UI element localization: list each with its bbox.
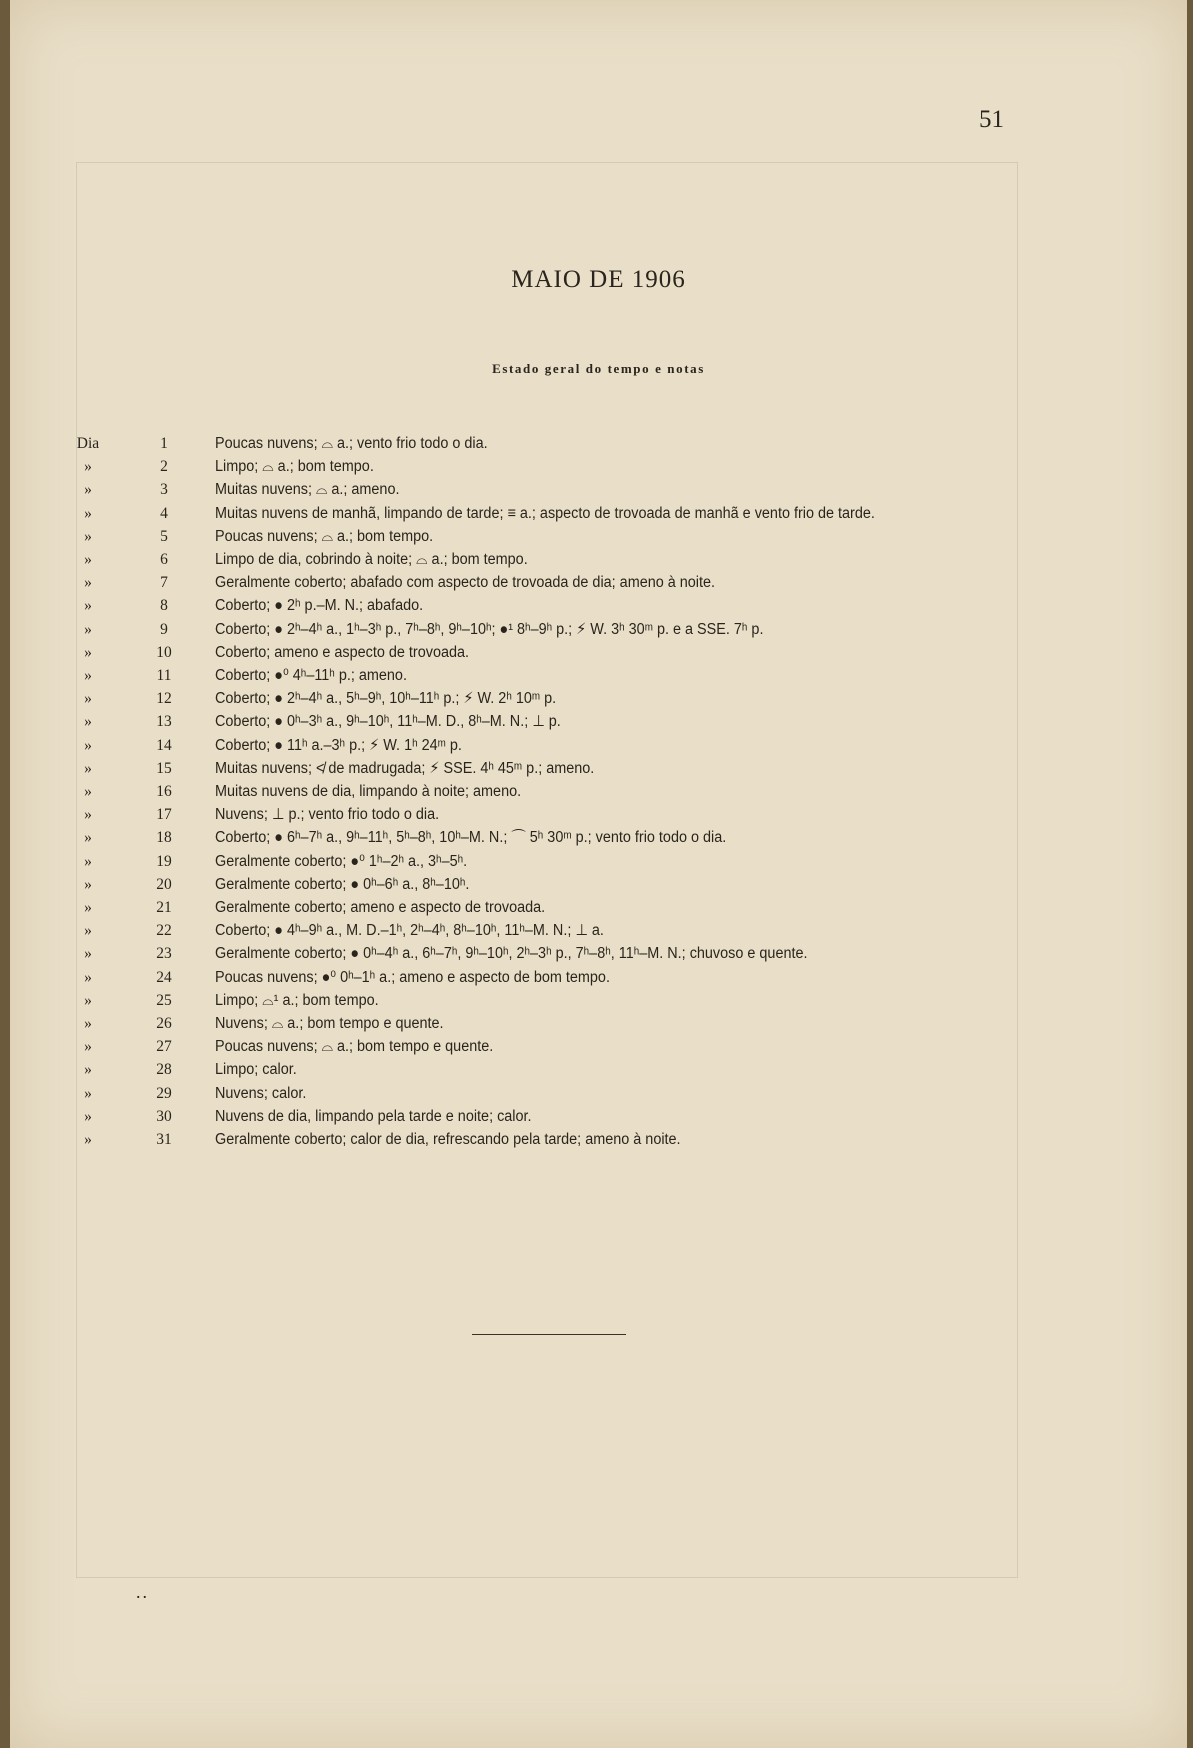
list-item xyxy=(10,641,1187,664)
list-item xyxy=(10,1012,1187,1035)
weather-note: Limpo; calor. xyxy=(215,1061,297,1079)
weather-note: Coberto; ●⁰ 4ʰ–11ʰ p.; ameno. xyxy=(215,667,407,684)
day-number: 29 xyxy=(156,1084,172,1102)
day-number: 2 xyxy=(160,458,168,476)
ditto-prefix: Dia xyxy=(76,435,100,452)
day-number: 27 xyxy=(156,1038,172,1056)
ditto-prefix: » xyxy=(84,597,92,615)
ditto-prefix: » xyxy=(84,806,92,824)
closing-rule xyxy=(472,1334,626,1335)
list-item xyxy=(10,873,1187,896)
ditto-prefix: » xyxy=(84,1038,92,1056)
list-item xyxy=(10,803,1187,826)
ditto-prefix: » xyxy=(84,458,92,476)
day-number: 22 xyxy=(156,922,172,940)
list-item xyxy=(10,432,1187,455)
ditto-prefix: » xyxy=(84,1107,92,1125)
day-number: 10 xyxy=(156,643,172,661)
day-number: 8 xyxy=(160,597,168,615)
weather-note: Coberto; ● 2ʰ–4ʰ a., 1ʰ–3ʰ p., 7ʰ–8ʰ, 9ʰ–10ʰ; ●¹ 8ʰ–9ʰ p.; ⚡ W. 3ʰ 30ᵐ p. e a SSE. 7ʰ p. xyxy=(215,620,764,638)
ditto-prefix: » xyxy=(84,620,92,638)
list-item xyxy=(10,664,1187,687)
ditto-prefix: » xyxy=(84,1061,92,1079)
ditto-prefix: » xyxy=(84,945,92,963)
list-item xyxy=(10,618,1187,641)
ditto-prefix: » xyxy=(84,875,92,893)
ditto-prefix: » xyxy=(84,667,92,684)
day-number: 17 xyxy=(156,806,172,824)
weather-note: Poucas nuvens; ⌓ a.; vento frio todo o dia. xyxy=(215,435,488,452)
list-item xyxy=(10,502,1187,525)
weather-note: Muitas nuvens; ≮ de madrugada; ⚡ SSE. 4ʰ 45ᵐ p.; ameno. xyxy=(215,759,595,777)
ditto-prefix: » xyxy=(84,1131,92,1148)
day-number: 9 xyxy=(160,620,168,638)
list-item xyxy=(10,478,1187,501)
weather-note: Coberto; ● 6ʰ–7ʰ a., 9ʰ–11ʰ, 5ʰ–8ʰ, 10ʰ–M. N.; ⌒ 5ʰ 30ᵐ p.; vento frio todo o dia. xyxy=(215,829,727,847)
list-item xyxy=(10,1058,1187,1081)
weather-note: Nuvens; ⊥ p.; vento frio todo o dia. xyxy=(215,806,440,824)
ditto-prefix: » xyxy=(84,1084,92,1102)
ditto-prefix: » xyxy=(84,551,92,568)
weather-note: Geralmente coberto; abafado com aspecto de trovoada de dia; ameno à noite. xyxy=(215,574,716,592)
weather-note: Limpo; ⌓ a.; bom tempo. xyxy=(215,458,374,476)
list-item xyxy=(10,710,1187,733)
section-subtitle: Estado geral do tempo e notas xyxy=(492,361,705,376)
list-item xyxy=(10,850,1187,873)
ditto-prefix: » xyxy=(84,736,92,754)
weather-note: Nuvens de dia, limpando pela tarde e noite; calor. xyxy=(215,1107,532,1125)
weather-note: Limpo; ⌓¹ a.; bom tempo. xyxy=(215,991,379,1009)
ditto-prefix: » xyxy=(84,527,92,545)
day-number: 11 xyxy=(156,667,172,684)
day-number: 26 xyxy=(156,1015,172,1032)
footer-dots: .. xyxy=(136,1582,149,1602)
ditto-prefix: » xyxy=(84,481,92,499)
page-number: 51 xyxy=(979,106,1004,133)
day-number: 30 xyxy=(156,1107,172,1125)
list-item xyxy=(10,734,1187,757)
weather-note: Muitas nuvens de manhã, limpando de tarde; ≡ a.; aspecto de trovoada de manhã e vento frio de tarde. xyxy=(215,504,875,522)
day-number: 18 xyxy=(156,829,172,847)
list-item xyxy=(10,571,1187,594)
day-number: 4 xyxy=(160,504,168,522)
list-item xyxy=(10,826,1187,849)
weather-note: Poucas nuvens; ⌓ a.; bom tempo. xyxy=(215,527,434,545)
ditto-prefix: » xyxy=(84,643,92,661)
document-page xyxy=(10,0,1187,1748)
list-item xyxy=(10,780,1187,803)
weather-note: Geralmente coberto; ● 0ʰ–6ʰ a., 8ʰ–10ʰ. xyxy=(215,875,470,893)
list-item xyxy=(10,594,1187,617)
day-number: 6 xyxy=(160,551,168,568)
weather-note: Nuvens; calor. xyxy=(215,1084,307,1102)
ditto-prefix: » xyxy=(84,783,92,800)
list-item xyxy=(10,942,1187,965)
ditto-prefix: » xyxy=(84,852,92,870)
weather-note: Coberto; ● 0ʰ–3ʰ a., 9ʰ–10ʰ, 11ʰ–M. D., 8ʰ–M. N.; ⊥ p. xyxy=(215,713,561,731)
weather-note: Coberto; ameno e aspecto de trovoada. xyxy=(215,643,470,661)
weather-note: Coberto; ● 11ʰ a.–3ʰ p.; ⚡ W. 1ʰ 24ᵐ p. xyxy=(215,736,462,754)
ditto-prefix: » xyxy=(84,690,92,708)
weather-note: Poucas nuvens; ⌓ a.; bom tempo e quente. xyxy=(215,1038,494,1056)
day-number: 12 xyxy=(156,690,172,708)
weather-note: Muitas nuvens; ⌓ a.; ameno. xyxy=(215,481,400,499)
weather-note: Coberto; ● 2ʰ–4ʰ a., 5ʰ–9ʰ, 10ʰ–11ʰ p.; ⚡ W. 2ʰ 10ᵐ p. xyxy=(215,690,557,708)
list-item xyxy=(10,757,1187,780)
weather-note: Limpo de dia, cobrindo à noite; ⌓ a.; bom tempo. xyxy=(215,551,528,568)
list-item xyxy=(10,966,1187,989)
day-number: 19 xyxy=(156,852,172,870)
list-item xyxy=(10,989,1187,1012)
day-number: 25 xyxy=(156,991,172,1009)
weather-note: Geralmente coberto; ameno e aspecto de trovoada. xyxy=(215,899,546,916)
list-item xyxy=(10,919,1187,942)
list-item xyxy=(10,455,1187,478)
day-number: 21 xyxy=(156,899,172,916)
day-number: 5 xyxy=(160,527,168,545)
day-number: 31 xyxy=(156,1131,172,1148)
day-number: 15 xyxy=(156,759,172,777)
list-item xyxy=(10,896,1187,919)
day-number: 13 xyxy=(156,713,172,731)
list-item xyxy=(10,1035,1187,1058)
day-number: 3 xyxy=(160,481,168,499)
weather-note: Geralmente coberto; ● 0ʰ–4ʰ a., 6ʰ–7ʰ, 9ʰ–10ʰ, 2ʰ–3ʰ p., 7ʰ–8ʰ, 11ʰ–M. N.; chuvoso e quente. xyxy=(215,945,808,963)
ditto-prefix: » xyxy=(84,922,92,940)
page-title: MAIO DE 1906 xyxy=(511,266,686,293)
ditto-prefix: » xyxy=(84,574,92,592)
ditto-prefix: » xyxy=(84,968,92,986)
day-number: 28 xyxy=(156,1061,172,1079)
weather-note: Geralmente coberto; calor de dia, refrescando pela tarde; ameno à noite. xyxy=(215,1131,681,1148)
list-item xyxy=(10,687,1187,710)
day-number: 16 xyxy=(156,783,172,800)
list-item xyxy=(10,525,1187,548)
ditto-prefix: » xyxy=(84,829,92,847)
ditto-prefix: » xyxy=(84,899,92,916)
day-number: 7 xyxy=(160,574,168,592)
weather-note: Coberto; ● 2ʰ p.–M. N.; abafado. xyxy=(215,597,424,615)
list-item xyxy=(10,1082,1187,1105)
day-number: 23 xyxy=(156,945,172,963)
day-number: 14 xyxy=(156,736,172,754)
weather-note: Coberto; ● 4ʰ–9ʰ a., M. D.–1ʰ, 2ʰ–4ʰ, 8ʰ–10ʰ, 11ʰ–M. N.; ⊥ a. xyxy=(215,922,604,940)
weather-note: Nuvens; ⌓ a.; bom tempo e quente. xyxy=(215,1015,444,1032)
day-number: 24 xyxy=(156,968,172,986)
list-item xyxy=(10,548,1187,571)
day-number: 20 xyxy=(156,875,172,893)
ditto-prefix: » xyxy=(84,1015,92,1032)
weather-note: Muitas nuvens de dia, limpando à noite; ameno. xyxy=(215,783,522,800)
ditto-prefix: » xyxy=(84,991,92,1009)
ditto-prefix: » xyxy=(84,504,92,522)
ditto-prefix: » xyxy=(84,759,92,777)
ditto-prefix: » xyxy=(84,713,92,731)
list-item xyxy=(10,1128,1187,1151)
list-item xyxy=(10,1105,1187,1128)
weather-note: Geralmente coberto; ●⁰ 1ʰ–2ʰ a., 3ʰ–5ʰ. xyxy=(215,852,468,870)
day-number: 1 xyxy=(160,435,168,452)
weather-note: Poucas nuvens; ●⁰ 0ʰ–1ʰ a.; ameno e aspecto de bom tempo. xyxy=(215,968,610,986)
